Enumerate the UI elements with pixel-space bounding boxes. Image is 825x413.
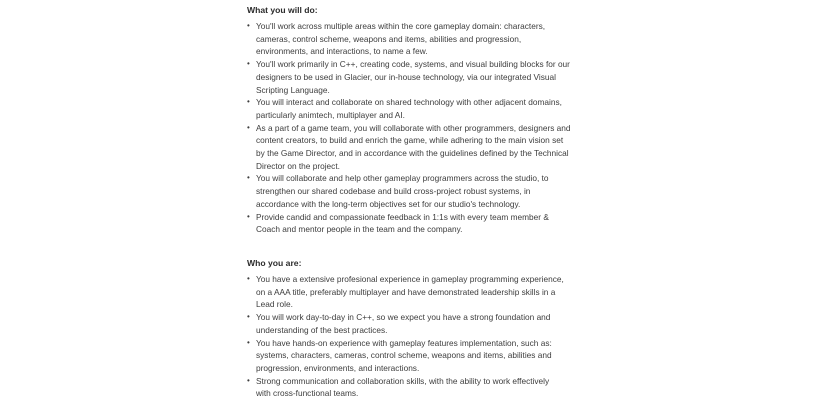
list-item (247, 58, 592, 96)
list-item-text-line: You'll work primarily in C++, creating code, systems, and visual building blocks for our (256, 59, 570, 70)
list-item-text-line: As a part of a game team, you will collaborate with other programmers, designers and (256, 122, 571, 133)
bullet-icon: • (247, 211, 250, 221)
list-item-text-line: on a AAA title, preferably multiplayer and have demonstrated leadership skills in a (256, 286, 556, 297)
bullet-icon: • (247, 173, 250, 183)
list-item-text-line: You will work day-to-day in C++, so we expect you have a strong foundation and (256, 312, 551, 323)
list-item-text-line: You'll work across multiple areas within the core gameplay domain: characters, (256, 21, 546, 31)
list-item-text-line: cameras, control scheme, weapons and items, abilities and progression, (256, 33, 522, 44)
requirements-list (247, 273, 592, 400)
responsibilities-list (247, 20, 592, 236)
list-item-text-line: Director on the project. (256, 160, 340, 171)
list-item-text-line: strengthen our shared codebase and build cross-project robust systems, in (256, 186, 531, 197)
section-heading-who-you-are: Who you are: (247, 258, 302, 268)
list-item (247, 311, 592, 336)
list-item (247, 337, 592, 375)
list-item-text-line: environments, and interactions, to name a few. (256, 46, 428, 57)
list-item-text-line: with cross-functional teams. (256, 388, 359, 399)
list-item-text-line: by the Game Director, and in accordance with the guidelines defined by the Technical (256, 148, 569, 159)
list-item-text-line: content creators, to build and enrich the game, while adhering to the main vision set (256, 135, 564, 146)
list-item-text-line: understanding of the best practices. (256, 324, 388, 335)
bullet-icon: • (247, 59, 250, 69)
list-item (247, 172, 592, 210)
bullet-icon: • (247, 122, 250, 132)
bullet-icon: • (247, 21, 250, 30)
list-item-text-line: You have a extensive profesional experience in gameplay programming experience, (256, 274, 564, 284)
list-item-text-line: progression, environments, and interactions. (256, 362, 420, 373)
bullet-icon: • (247, 375, 250, 385)
list-item-text-line: designers to be used in Glacier, our in-house technology, via our integrated Visual (256, 71, 556, 82)
list-item (247, 273, 592, 311)
list-item-text-line: particularly animtech, multiplayer and AI. (256, 109, 405, 120)
bullet-icon: • (247, 337, 250, 347)
list-item-text-line: Lead role. (256, 299, 293, 310)
list-item-text-line: You will interact and collaborate on shared technology with other adjacent domains, (256, 97, 562, 108)
list-item (247, 211, 592, 236)
bullet-icon: • (247, 274, 250, 283)
list-item-text-line: Coach and mentor people in the team and the company. (256, 224, 463, 235)
list-item (247, 122, 592, 173)
bullet-icon: • (247, 312, 250, 322)
bullet-icon: • (247, 97, 250, 107)
list-item (247, 375, 592, 400)
list-item-text-line: Provide candid and compassionate feedback in 1:1s with every team member & (256, 211, 549, 222)
list-item-text-line: accordance with the long-term objectives set for our studio's technology. (256, 198, 521, 209)
list-item (247, 96, 592, 121)
list-item-text-line: systems, characters, cameras, control scheme, weapons and items, abilities and (256, 350, 552, 361)
list-item-text-line: Strong communication and collaboration skills, with the ability to work effectively (256, 375, 550, 386)
list-item (247, 20, 592, 58)
list-item-text-line: Scripting Language. (256, 84, 330, 95)
list-item-text-line: You have hands-on experience with gameplay features implementation, such as: (256, 337, 552, 348)
list-item-text-line: You will collaborate and help other gameplay programmers across the studio, to (256, 173, 549, 184)
section-heading-what-you-will-do: What you will do: (247, 5, 318, 15)
